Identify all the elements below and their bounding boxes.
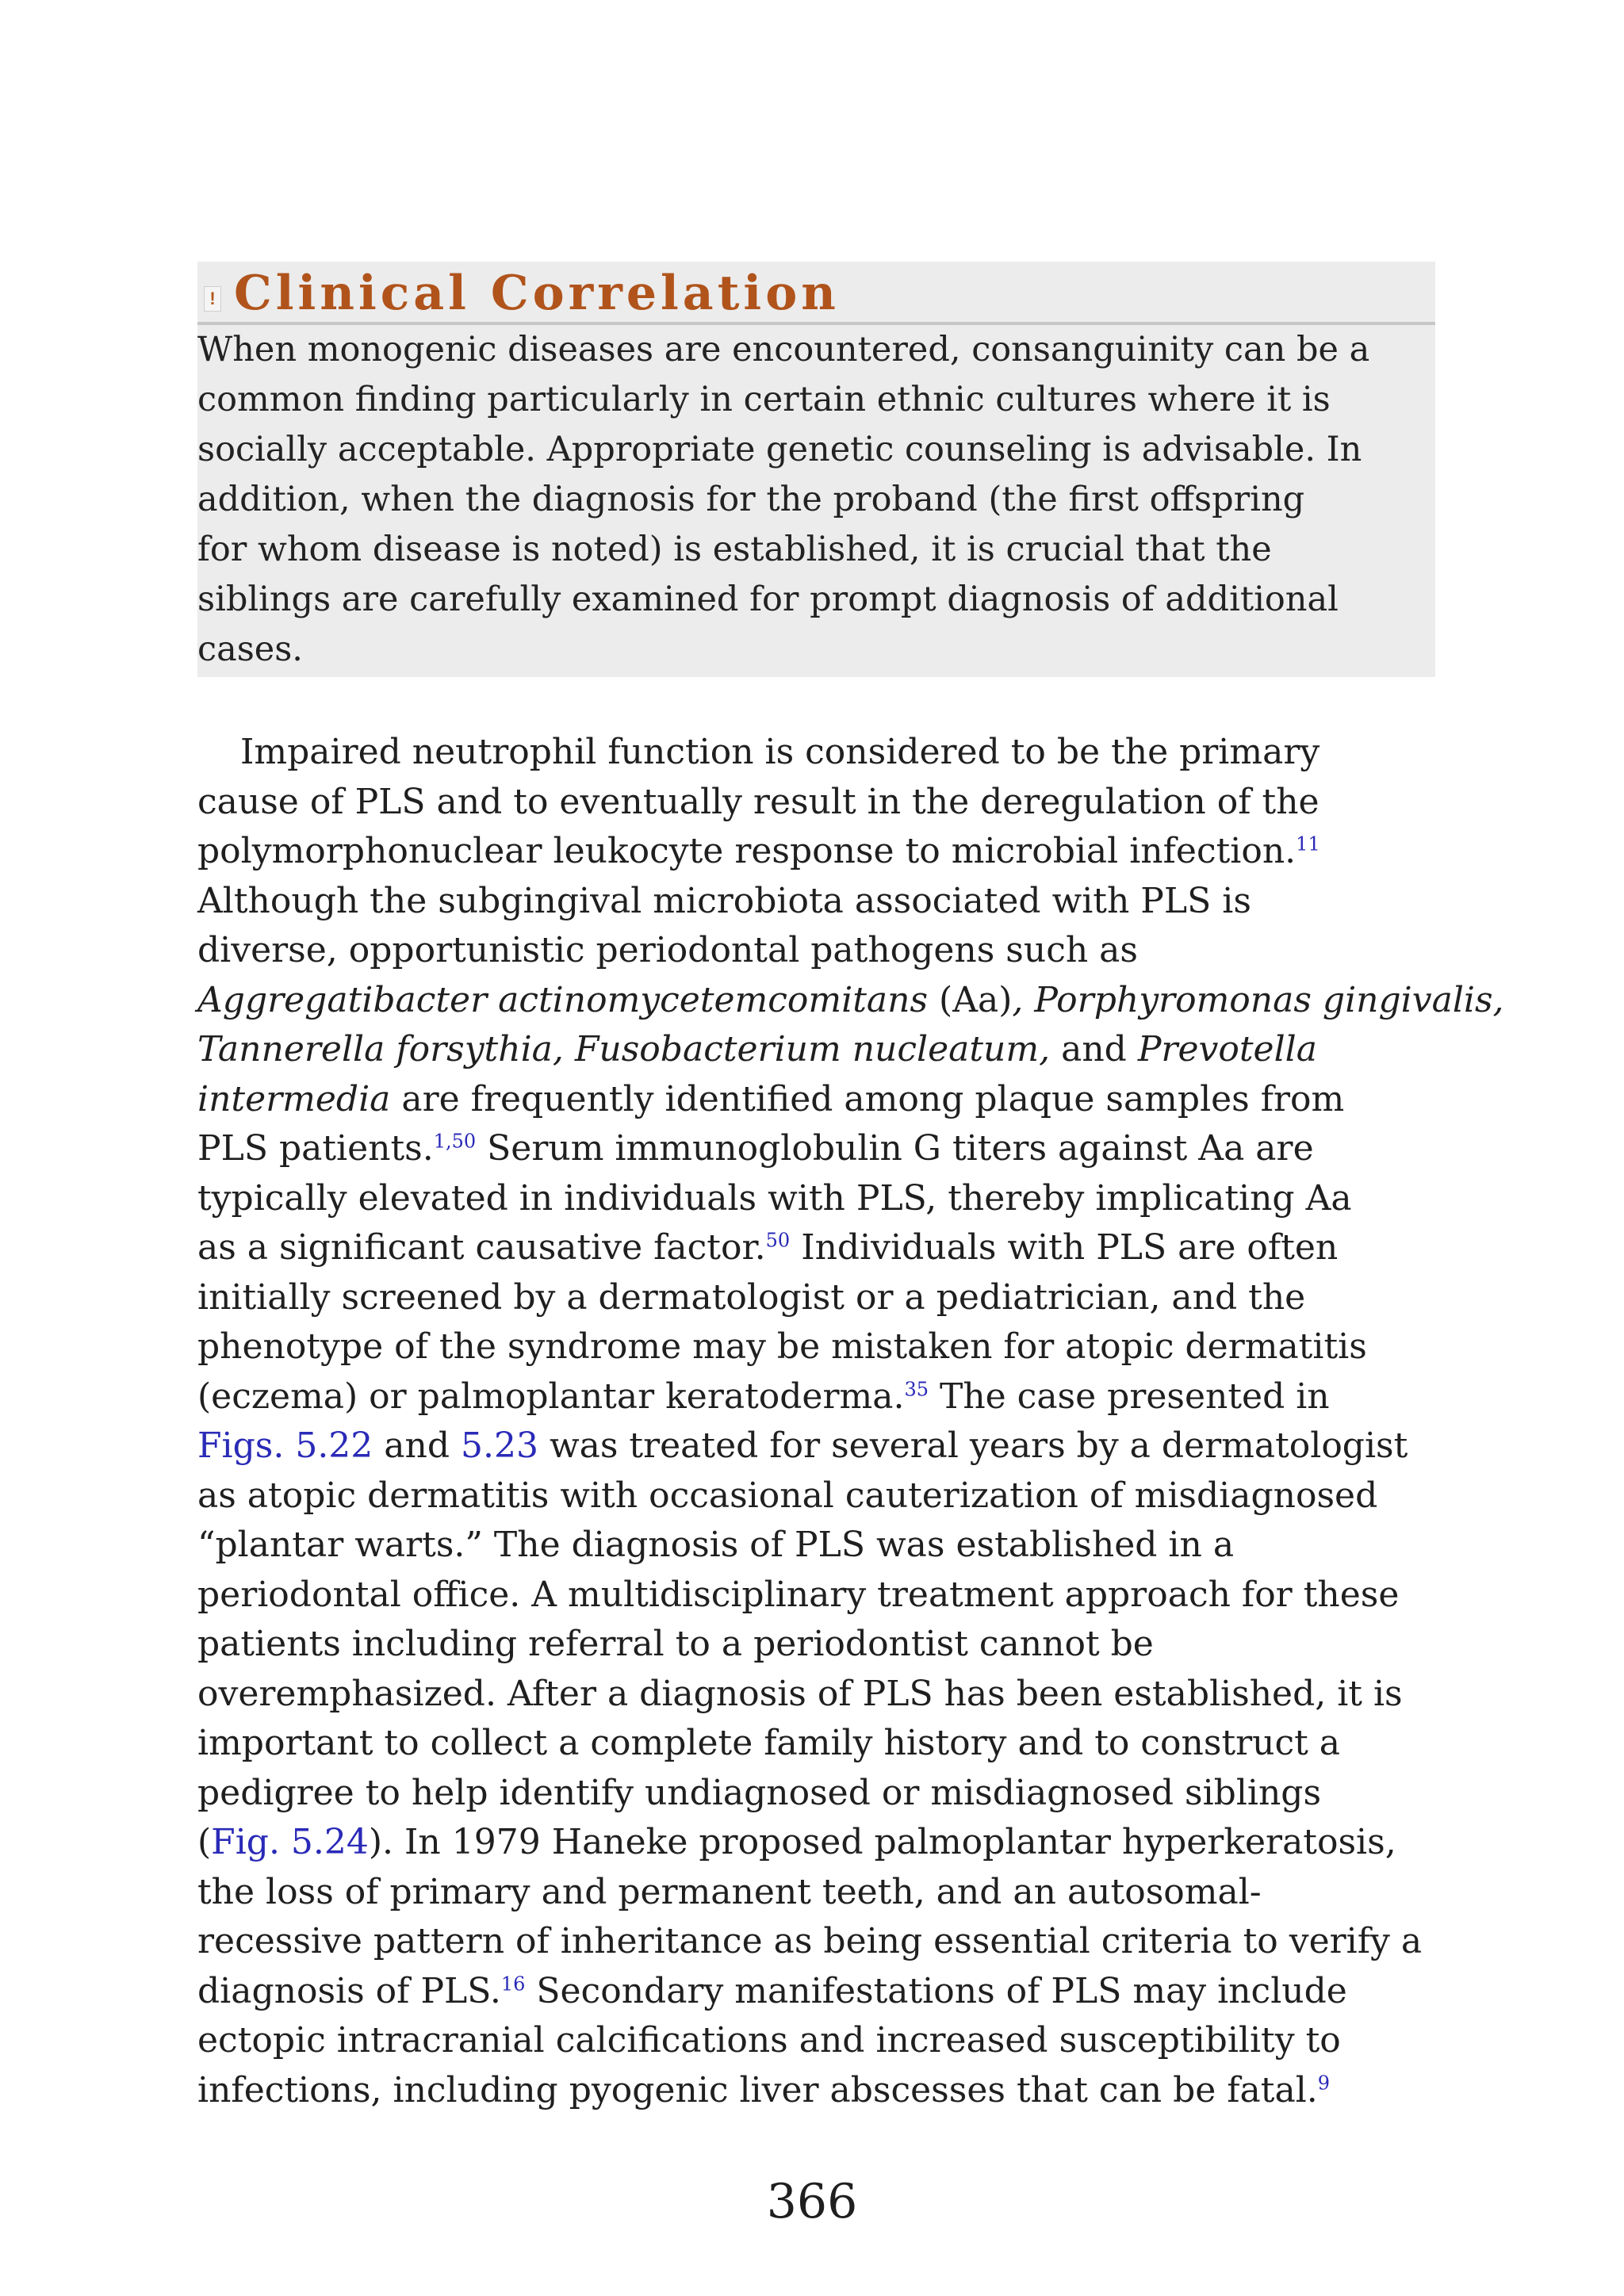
clinical-correlation-title: Clinical Correlation bbox=[234, 266, 840, 321]
body-line: overemphasized. After a diagnosis of PLS has been established, it is bbox=[197, 1673, 1403, 1714]
figure-link[interactable]: Figs. 5.22 bbox=[197, 1425, 373, 1466]
body-line bbox=[197, 976, 1504, 1026]
body-line: phenotype of the syndrome may be mistaken for atopic dermatitis bbox=[197, 1326, 1367, 1367]
reference-link[interactable]: 11 bbox=[1296, 832, 1320, 855]
body-line: periodontal office. A multidisciplinary treatment approach for these bbox=[197, 1574, 1400, 1615]
reference-link[interactable]: 1,50 bbox=[433, 1130, 477, 1153]
body-text-run: (Aa) bbox=[928, 979, 1013, 1020]
body-line bbox=[197, 2066, 1450, 2116]
clinical-correlation-text bbox=[197, 325, 1442, 675]
body-text-run: was treated for several years by a dermatologist bbox=[538, 1425, 1408, 1466]
reference-link[interactable]: 9 bbox=[1317, 2071, 1331, 2094]
body-line: initially screened by a dermatologist or a pediatrician, and the bbox=[197, 1276, 1306, 1318]
body-text-run: polymorphonuclear leukocyte response to microbial infection. bbox=[197, 831, 1297, 871]
body-text-run: infections, including pyogenic liver abscesses that can be fatal. bbox=[197, 2069, 1318, 2110]
body-line: important to collect a complete family history and to construct a bbox=[197, 1723, 1341, 1763]
species-name: Prevotella bbox=[1137, 1029, 1317, 1070]
body-paragraph bbox=[197, 728, 1504, 2115]
body-line: “plantar warts.” The diagnosis of PLS was established in a bbox=[197, 1525, 1235, 1565]
body-text-run: ( bbox=[197, 1822, 212, 1862]
body-line: patients including referral to a periodontist cannot be bbox=[197, 1624, 1154, 1664]
body-line bbox=[197, 1124, 1450, 1174]
body-line bbox=[197, 1223, 1450, 1273]
body-text-run: Serum immunoglobulin G titers against Aa are bbox=[476, 1128, 1314, 1169]
body-text-run: ). In 1979 Haneke proposed palmoplantar hyperkeratosis, bbox=[368, 1822, 1396, 1862]
body-text-run: The case presented in bbox=[928, 1376, 1330, 1417]
body-text-run: as a significant causative factor. bbox=[197, 1227, 766, 1268]
body-line bbox=[197, 1372, 1450, 1422]
body-text-run: diagnosis of PLS. bbox=[197, 1970, 501, 2011]
box-line: common finding particularly in certain ethnic cultures where it is bbox=[197, 380, 1331, 419]
body-line: the loss of primary and permanent teeth, and an autosomal- bbox=[197, 1871, 1262, 1912]
box-line: addition, when the diagnosis for the proband (the first offspring bbox=[197, 480, 1305, 519]
body-line: diverse, opportunistic periodontal pathogens such as bbox=[197, 930, 1138, 970]
body-line: typically elevated in individuals with PLS, thereby implicating Aa bbox=[197, 1177, 1352, 1219]
reference-link[interactable]: 50 bbox=[765, 1229, 791, 1252]
body-text-run: and bbox=[373, 1425, 462, 1466]
body-line: as atopic dermatitis with occasional cauterization of misdiagnosed bbox=[197, 1475, 1378, 1516]
body-line bbox=[197, 1422, 1450, 1471]
body-text-run: are frequently identified among plaque samples from bbox=[390, 1078, 1345, 1119]
box-line: cases. bbox=[197, 629, 303, 669]
reference-link[interactable]: 16 bbox=[500, 1972, 526, 1995]
body-text-run: and bbox=[1050, 1029, 1138, 1070]
body-line: Impaired neutrophil function is considered to be the primary bbox=[240, 732, 1320, 772]
body-text-run: Individuals with PLS are often bbox=[790, 1227, 1339, 1268]
clinical-correlation-header bbox=[197, 262, 1435, 325]
species-name: intermedia bbox=[197, 1078, 391, 1119]
body-text-run: (eczema) or palmoplantar keratoderma. bbox=[197, 1376, 905, 1417]
body-text-run: PLS patients. bbox=[197, 1128, 434, 1169]
species-name: , Porphyromonas gingivalis, bbox=[1012, 979, 1504, 1020]
figure-link[interactable]: Fig. 5.24 bbox=[211, 1822, 369, 1862]
body-line: cause of PLS and to eventually result in the deregulation of the bbox=[197, 781, 1320, 822]
box-line: siblings are carefully examined for prompt diagnosis of additional bbox=[197, 580, 1339, 619]
body-line: Although the subgingival microbiota associated with PLS is bbox=[197, 880, 1251, 921]
page-number: 366 bbox=[766, 2174, 858, 2229]
species-name: Tannerella forsythia, Fusobacterium nucleatum, bbox=[197, 1029, 1051, 1070]
body-line bbox=[197, 1025, 1450, 1075]
box-line: When monogenic diseases are encountered, consanguinity can be a bbox=[197, 330, 1370, 369]
body-line bbox=[197, 1075, 1450, 1125]
body-line: recessive pattern of inheritance as being essential criteria to verify a bbox=[197, 1921, 1423, 1961]
body-line: ectopic intracranial calcifications and increased susceptibility to bbox=[197, 2020, 1341, 2061]
body-line bbox=[197, 1967, 1450, 2017]
reference-link[interactable]: 35 bbox=[904, 1377, 929, 1400]
box-line: for whom disease is noted) is established, it is crucial that the bbox=[197, 530, 1272, 569]
exclamation-warning-icon: ! bbox=[204, 286, 221, 312]
body-line bbox=[197, 1818, 1450, 1868]
figure-link[interactable]: 5.23 bbox=[461, 1425, 538, 1466]
body-line: pedigree to help identify undiagnosed or misdiagnosed siblings bbox=[197, 1772, 1322, 1813]
box-line: socially acceptable. Appropriate genetic counseling is advisable. In bbox=[197, 430, 1362, 469]
clinical-correlation-box bbox=[197, 262, 1435, 677]
body-text-run: Secondary manifestations of PLS may include bbox=[525, 1970, 1347, 2011]
body-line bbox=[197, 827, 1450, 877]
species-name: Aggregatibacter actinomycetemcomitans bbox=[197, 979, 929, 1020]
